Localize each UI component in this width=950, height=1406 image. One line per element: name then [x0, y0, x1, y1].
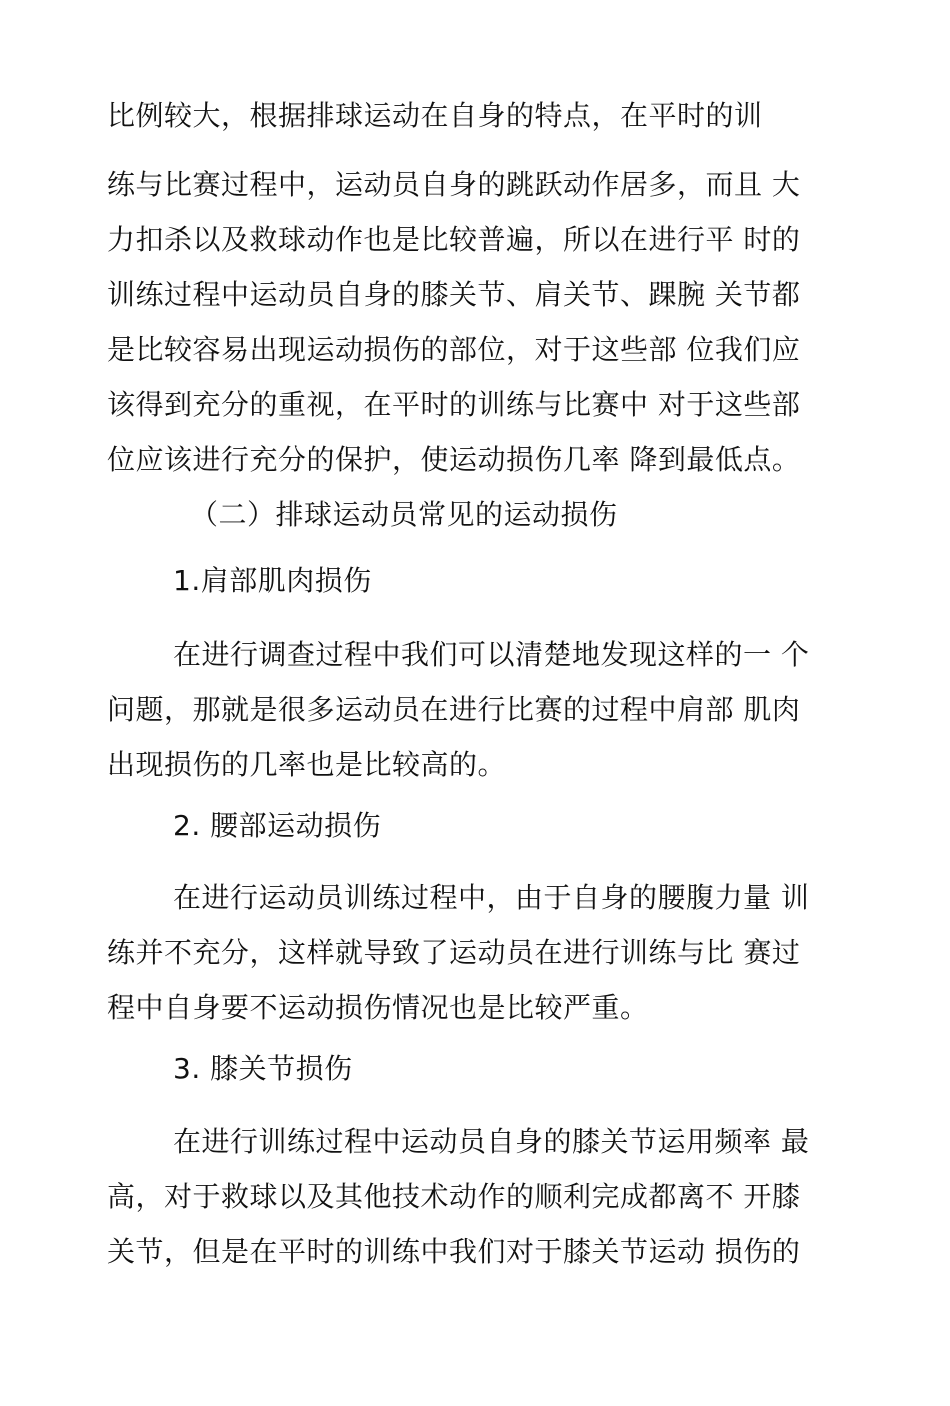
body-text-line: 比例较大，根据排球运动在自身的特点，在平时的训 [107, 99, 763, 132]
body-text-line: 在进行运动员训练过程中，由于自身的腰腹力量 训 [173, 881, 810, 914]
subsection-heading: 3. 膝关节损伤 [173, 1052, 353, 1085]
body-text-line: 问题，那就是很多运动员在进行比赛的过程中肩部 肌肉 [107, 693, 801, 726]
body-text-line: 在进行调查过程中我们可以清楚地发现这样的一 个 [173, 638, 810, 671]
subsection-heading: 1.肩部肌肉损伤 [173, 564, 372, 597]
section-heading: （二）排球运动员常见的运动损伤 [190, 498, 618, 531]
body-text-line: 程中自身要不运动损伤情况也是比较严重。 [107, 991, 649, 1024]
body-text-line: 关节，但是在平时的训练中我们对于膝关节运动 损伤的 [107, 1235, 801, 1268]
body-text-line: 在进行训练过程中运动员自身的膝关节运用频率 最 [173, 1125, 810, 1158]
body-text-line: 该得到充分的重视，在平时的训练与比赛中 对于这些部 [107, 388, 801, 421]
body-text-line: 练与比赛过程中，运动员自身的跳跃动作居多，而且 大 [107, 168, 801, 201]
body-text-line: 高，对于救球以及其他技术动作的顺利完成都离不 开膝 [107, 1180, 801, 1213]
body-text-line: 出现损伤的几率也是比较高的。 [107, 748, 507, 781]
body-text-line: 训练过程中运动员自身的膝关节、肩关节、踝腕 关节都 [107, 278, 801, 311]
body-text-line: 是比较容易出现运动损伤的部位，对于这些部 位我们应 [107, 333, 801, 366]
subsection-heading: 2. 腰部运动损伤 [173, 809, 382, 842]
body-text-line: 力扣杀以及救球动作也是比较普遍，所以在进行平 时的 [107, 223, 801, 256]
body-text-line: 位应该进行充分的保护，使运动损伤几率 降到最低点。 [107, 443, 801, 476]
body-text-line: 练并不充分，这样就导致了运动员在进行训练与比 赛过 [107, 936, 801, 969]
